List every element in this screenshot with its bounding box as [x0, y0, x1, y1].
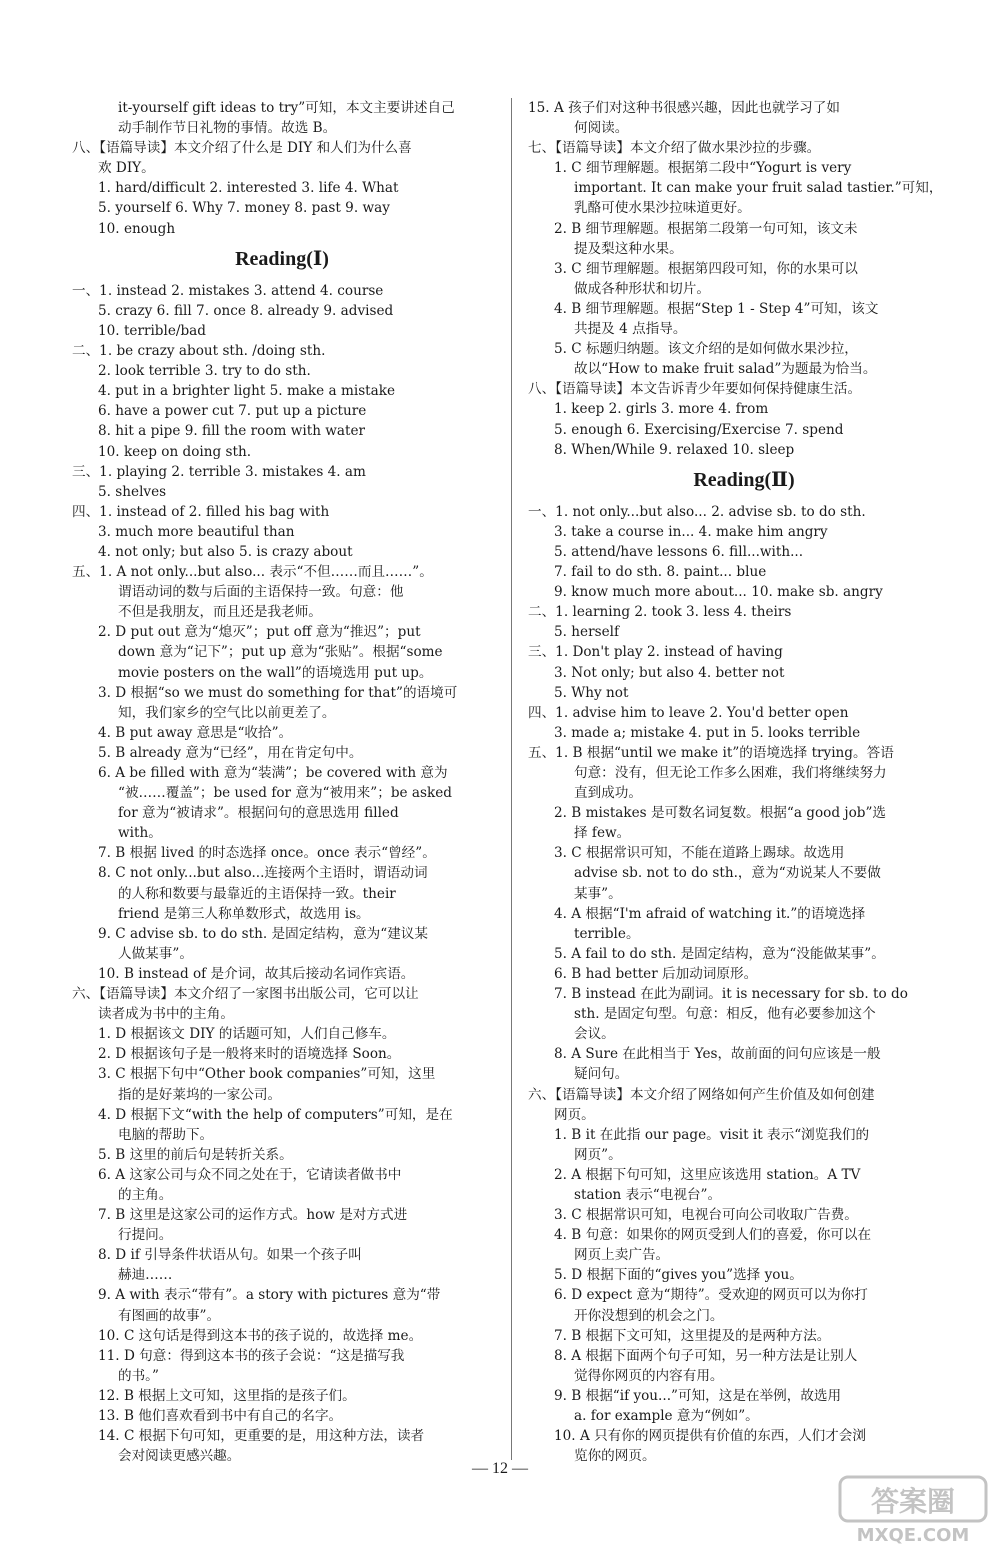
text-line: 4. not only; but also 5. is crazy about	[98, 543, 353, 560]
text-line: 14. C 根据下句可知，更重要的是，用这种方法，读者	[98, 1428, 425, 1445]
text-line: 7. B 这里是这家公司的运作方式。how 是对方式进	[98, 1207, 408, 1224]
page-number: — 12 —	[472, 1460, 528, 1477]
text-line: friend 是第三人称单数形式，故选用 is。	[118, 905, 370, 922]
text-line: 7. B 根据下文可知，这里提及的是两种方法。	[554, 1327, 831, 1344]
text-line: 电脑的帮助下。	[118, 1126, 214, 1143]
text-line: 3. C 根据常识可知，电视台可向公司收取广告费。	[554, 1207, 858, 1224]
text-line: 1. B it 在此指 our page。visit it 表示“浏览我们的	[554, 1126, 870, 1143]
section-heading: 七、【语篇导读】本文介绍了做水果沙拉的步骤。	[528, 140, 821, 157]
text-line: 1. hard/difficult 2. interested 3. life 4. What	[98, 180, 399, 197]
text-line: 9. B 根据“if you...”可知，这是在举例，故选用	[554, 1387, 842, 1404]
left-column	[72, 98, 492, 1466]
text-line: 5. enough 6. Exercising/Exercise 7. spend	[554, 421, 844, 438]
reading-title: Reading(Ⅰ)	[235, 247, 329, 270]
text-line: 共提及 4 点指导。	[574, 321, 687, 338]
text-line: 句意：没有，但无论工作多么困难，我们将继续努力	[574, 765, 887, 781]
text-line: 8. C not only...but also...连接两个主语时，谓语动词	[98, 865, 428, 882]
text-line: 5. crazy 6. fill 7. once 8. already 9. advised	[98, 302, 394, 319]
text-line: 欢 DIY。	[98, 160, 155, 177]
text-line: 6. A be filled with 意为“装满”；be covered with 意为	[98, 765, 448, 781]
text-line: movie posters on the wall”的语境选用 put up。	[118, 664, 433, 681]
text-line: 行提问。	[118, 1227, 173, 1244]
text-line: 5. B already 意为“已经”，用在肯定句中。	[98, 744, 363, 761]
text-line: 5. B 这里的前后句是转折关系。	[98, 1146, 293, 1163]
text-line: 5. herself	[554, 624, 619, 641]
text-line: 10. enough	[98, 220, 176, 237]
text-line: 7. B 根据 lived 的时态选择 once。once 表示“曾经”。	[98, 845, 436, 862]
text-line: 人做某事”。	[118, 945, 193, 962]
text-line: 3. take a course in... 4. make him angry	[554, 523, 828, 540]
reading-title: Reading(Ⅱ)	[693, 468, 795, 491]
text-line: 指的是好莱坞的一家公司。	[118, 1086, 282, 1103]
text-line: 的主角。	[118, 1186, 173, 1203]
text-line: 3. C 根据常识可知，不能在道路上踢球。故选用	[554, 845, 845, 862]
text-line: 10. A 只有你的网页提供有价值的东西，人们才会浏	[554, 1428, 866, 1445]
text-line: 读者成为书中的主角。	[98, 1006, 234, 1023]
text-line: 3. C 根据下句中“Other book companies”可知，这里	[98, 1066, 436, 1083]
text-line: 9. A with 表示“带有”。a story with pictures 意为“带	[98, 1287, 441, 1304]
text-line: 提及梨这种水果。	[574, 240, 683, 257]
text-line: it-yourself gift ideas to try”可知，本文主要讲述自己	[118, 100, 455, 116]
text-line: 8. D if 引导条件状语从句。如果一个孩子叫	[98, 1247, 362, 1264]
text-line: 8. A 根据下面两个句子可知，另一种方法是让别人	[554, 1347, 858, 1364]
text-line: 3. C 细节理解题。根据第四段可知，你的水果可以	[554, 260, 858, 277]
text-line: 赫迪……	[118, 1267, 173, 1284]
text-line: 觉得你网页的内容有用。	[574, 1367, 724, 1384]
section-heading: 八、【语篇导读】本文介绍了什么是 DIY 和人们为什么喜	[72, 140, 412, 157]
text-line: 有图画的故事”。	[118, 1307, 221, 1324]
text-line: 8. When/While 9. relaxed 10. sleep	[554, 441, 795, 458]
text-line: 6. A 这家公司与众不同之处在于，它请读者做书中	[98, 1166, 402, 1183]
text-line: 5. attend/have lessons 6. fill...with...	[554, 543, 804, 560]
text-line: 会对阅读更感兴趣。	[118, 1448, 241, 1465]
text-line: 知，我们家乡的空气比以前更差了。	[118, 704, 336, 721]
text-line: 五、1. A not only...but also... 表示“不但……而且……”。	[72, 564, 433, 581]
text-line: important. It can make your fruit salad tastier.”可知，	[574, 180, 943, 197]
text-line: 乳酪可使水果沙拉味道更好。	[574, 200, 751, 217]
text-line: 三、1. Don't play 2. instead of having	[528, 644, 783, 661]
text-line: 1. D 根据该文 DIY 的话题可知，人们自己修车。	[98, 1026, 396, 1043]
text-line: 三、1. playing 2. terrible 3. mistakes 4. am	[72, 463, 366, 480]
text-line: advise sb. not to do sth.，意为“劝说某人不要做	[574, 865, 881, 882]
text-line: 二、1. learning 2. took 3. less 4. theirs	[528, 604, 792, 621]
text-line: 某事”。	[574, 885, 622, 902]
text-line: station 表示“电视台”。	[574, 1186, 722, 1203]
section-heading: 八、【语篇导读】本文告诉青少年要如何保持健康生活。	[528, 381, 862, 398]
text-line: 1. keep 2. girls 3. more 4. from	[554, 401, 769, 418]
text-line: 10. C 这句话是得到这本书的孩子说的，故选择 me。	[98, 1327, 423, 1344]
text-line: 12. B 根据上文可知，这里指的是孩子们。	[98, 1387, 356, 1404]
text-line: 动手制作节日礼物的事情。故选 B。	[118, 120, 337, 137]
text-line: 二、1. be crazy about sth. /doing sth.	[72, 343, 326, 360]
text-line: 何阅读。	[574, 120, 629, 137]
section-heading: 六、【语篇导读】本文介绍了一家图书出版公司，它可以让	[72, 986, 419, 1003]
text-line: 6. have a power cut 7. put up a picture	[98, 403, 367, 420]
text-line: 8. hit a pipe 9. fill the room with water	[98, 423, 366, 440]
text-line: 4. A 根据“I'm afraid of watching it.”的语境选择	[554, 905, 866, 922]
text-line: 7. fail to do sth. 8. paint... blue	[554, 564, 767, 581]
text-line: with。	[118, 825, 162, 842]
text-line: 5. yourself 6. Why 7. money 8. past 9. way	[98, 200, 390, 217]
text-line: for 意为“被请求”。根据问句的意思选用 filled	[118, 805, 399, 822]
text-line: 10. keep on doing sth.	[98, 443, 252, 460]
text-line: terrible。	[574, 925, 640, 942]
text-line: 10. terrible/bad	[98, 322, 206, 339]
text-line: 9. know much more about... 10. make sb. angry	[554, 584, 883, 601]
text-line: 11. D 句意：得到这本书的孩子会说：“这是描写我	[98, 1347, 405, 1364]
text-line: 的人称和数要与最靠近的主语保持一致。their	[118, 885, 396, 902]
text-line: 网页”。	[574, 1146, 622, 1163]
watermark-glyph: 答案圈	[870, 1485, 956, 1518]
text-line: 疑问句。	[574, 1066, 629, 1083]
text-line: 3. made a; mistake 4. put in 5. looks terrible	[554, 724, 861, 741]
text-line: 5. Why not	[554, 684, 629, 701]
text-line: 不但是我朋友，而且还是我老师。	[118, 604, 322, 621]
text-line: 5. C 标题归纳题。该文介绍的是如何做水果沙拉，	[554, 341, 858, 358]
text-line: 3. D 根据“so we must do something for that”的语境可	[98, 684, 458, 701]
text-line: 四、1. advise him to leave 2. You'd better open	[528, 704, 849, 721]
text-line: 网页上卖广告。	[574, 1247, 670, 1264]
text-line: 的书。”	[118, 1367, 159, 1384]
text-line: 网页。	[554, 1106, 595, 1123]
text-line: 故以“How to make fruit salad”为题最为恰当。	[574, 361, 877, 378]
text-line: 10. B instead of 是介词，故其后接动名词作宾语。	[98, 965, 415, 982]
text-line: 一、1. not only...but also... 2. advise sb. to do sth.	[528, 503, 866, 520]
text-line: 直到成功。	[574, 785, 642, 802]
text-line: a. for example 意为“例如”。	[574, 1408, 759, 1424]
text-line: 4. B 句意：如果你的网页受到人们的喜爱，你可以在	[554, 1227, 872, 1244]
text-line: 四、1. instead of 2. filled his bag with	[72, 503, 330, 520]
text-line: “被……覆盖”；be used for 意为“被用来”；be asked	[118, 785, 452, 802]
right-column	[528, 98, 960, 1466]
text-line: down 意为“记下”；put up 意为“张贴”。根据“some	[118, 644, 443, 661]
text-line: 4. put in a brighter light 5. make a mistake	[98, 383, 396, 400]
text-line: 五、1. B 根据“until we make it”的语境选择 trying。答语	[528, 744, 894, 761]
text-line: 13. B 他们喜欢看到书中有自己的名字。	[98, 1408, 343, 1424]
text-line: 做成各种形状和切片。	[574, 280, 710, 297]
text-line: 4. B put away 意思是“收拾”。	[98, 724, 293, 741]
text-line: 2. B 细节理解题。根据第二段第一句可知，该文未	[554, 220, 858, 237]
text-line: 览你的网页。	[574, 1448, 656, 1465]
text-line: 5. A fail to do sth. 是固定结构，意为“没能做某事”。	[554, 945, 885, 962]
text-line: 4. B 细节理解题。根据“Step 1 - Step 4”可知，该文	[554, 300, 879, 317]
text-line: 择 few。	[574, 825, 631, 842]
text-line: 3. Not only; but also 4. better not	[554, 664, 785, 681]
section-heading: 六、【语篇导读】本文介绍了网络如何产生价值及如何创建	[528, 1086, 875, 1103]
text-line: 9. C advise sb. to do sth. 是固定结构，意为“建议某	[98, 925, 428, 942]
text-line: 2. A 根据下句可知，这里应该选用 station。A TV	[554, 1166, 861, 1183]
text-line: 15. A 孩子们对这种书很感兴趣，因此也就学习了如	[528, 100, 840, 116]
text-line: 1. C 细节理解题。根据第二段中“Yogurt is very	[554, 160, 852, 177]
text-line: 6. D expect 意为“期待”。受欢迎的网页可以为你打	[554, 1287, 868, 1304]
text-line: 5. D 根据下面的“gives you”选择 you。	[554, 1267, 803, 1284]
text-line: 8. A Sure 在此相当于 Yes，故前面的问句应该是一般	[554, 1046, 881, 1063]
watermark-logo-icon	[838, 1475, 988, 1545]
text-line: 7. B instead 在此为副词。it is necessary for sb. to do	[554, 986, 908, 1003]
text-line: 2. B mistakes 是可数名词复数。根据“a good job”选	[554, 805, 887, 822]
text-line: 2. D 根据该句子是一般将来时的语境选择 Soon。	[98, 1046, 401, 1063]
text-line: 4. D 根据下文“with the help of computers”可知，是在	[98, 1106, 453, 1123]
text-line: 开你没想到的机会之门。	[574, 1307, 724, 1324]
text-line: 2. D put out 意为“熄灭”；put off 意为“推迟”；put	[98, 624, 421, 641]
text-line: 5. shelves	[98, 483, 167, 500]
watermark-text: MXQE.COM	[856, 1525, 970, 1545]
text-line: 6. B had better 后加动词原形。	[554, 965, 758, 982]
text-line: 一、1. instead 2. mistakes 3. attend 4. course	[72, 282, 384, 299]
text-line: 3. much more beautiful than	[98, 523, 295, 540]
text-line: 2. look terrible 3. try to do sth.	[98, 363, 311, 380]
text-line: 会议。	[574, 1026, 615, 1043]
text-line: 谓语动词的数与后面的主语保持一致。句意：他	[118, 584, 404, 601]
column-divider	[511, 98, 512, 1460]
text-line: sth. 是固定句型。句意：相反，他有必要参加这个	[574, 1006, 876, 1023]
